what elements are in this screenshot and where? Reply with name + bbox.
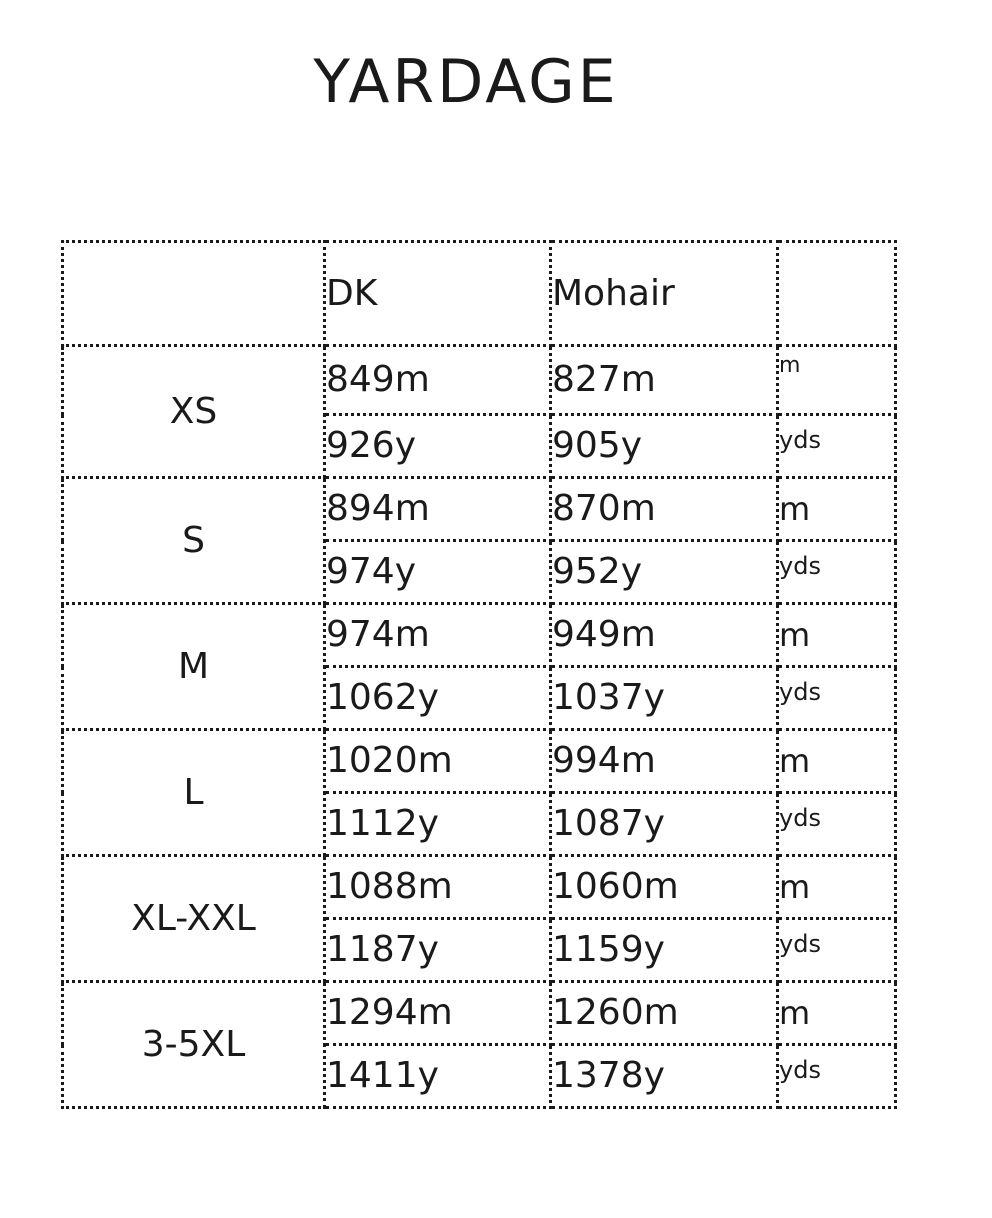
unit-meters: m xyxy=(778,346,896,415)
mohair-meters: 994m xyxy=(551,730,778,793)
unit-yards xyxy=(778,793,896,856)
unit-meters: m xyxy=(778,604,896,667)
dk-yards: 974y xyxy=(325,541,551,604)
unit-yards-label: yds xyxy=(779,804,821,832)
mohair-yards: 952y xyxy=(551,541,778,604)
unit-yards xyxy=(778,541,896,604)
mohair-meters: 949m xyxy=(551,604,778,667)
unit-yards-label: yds xyxy=(779,678,821,706)
table-row xyxy=(63,856,896,919)
size-label: S xyxy=(63,478,325,604)
header-size xyxy=(63,242,325,346)
dk-meters: 894m xyxy=(325,478,551,541)
mohair-meters: 1260m xyxy=(551,982,778,1045)
unit-yards xyxy=(778,415,896,478)
dk-meters: 974m xyxy=(325,604,551,667)
size-label: M xyxy=(63,604,325,730)
unit-yards-label: yds xyxy=(779,426,821,454)
mohair-meters: 1060m xyxy=(551,856,778,919)
mohair-yards: 1159y xyxy=(551,919,778,982)
dk-meters: 849m xyxy=(325,346,551,415)
mohair-meters: 827m xyxy=(551,346,778,415)
unit-yards xyxy=(778,667,896,730)
dk-yards: 1411y xyxy=(325,1045,551,1108)
mohair-yards: 1378y xyxy=(551,1045,778,1108)
unit-yards xyxy=(778,919,896,982)
unit-meters: m xyxy=(778,856,896,919)
table-row xyxy=(63,730,896,793)
yardage-table xyxy=(61,240,897,1109)
unit-meters: m xyxy=(778,730,896,793)
mohair-meters: 870m xyxy=(551,478,778,541)
header-mohair: Mohair xyxy=(551,242,778,346)
dk-yards: 1112y xyxy=(325,793,551,856)
mohair-yards: 1087y xyxy=(551,793,778,856)
mohair-yards: 1037y xyxy=(551,667,778,730)
header-row xyxy=(63,242,896,346)
unit-yards-label: yds xyxy=(779,1056,821,1084)
dk-meters: 1020m xyxy=(325,730,551,793)
unit-yards-label: yds xyxy=(779,930,821,958)
table-row xyxy=(63,478,896,541)
dk-yards: 1062y xyxy=(325,667,551,730)
dk-meters: 1294m xyxy=(325,982,551,1045)
header-unit xyxy=(778,242,896,346)
unit-yards xyxy=(778,1045,896,1108)
dk-yards: 1187y xyxy=(325,919,551,982)
table-row xyxy=(63,604,896,667)
size-label: L xyxy=(63,730,325,856)
dk-yards: 926y xyxy=(325,415,551,478)
size-label: 3-5XL xyxy=(63,982,325,1108)
unit-meters: m xyxy=(778,478,896,541)
size-label: XS xyxy=(63,346,325,478)
unit-meters: m xyxy=(778,982,896,1045)
unit-yards-label: yds xyxy=(779,552,821,580)
mohair-yards: 905y xyxy=(551,415,778,478)
header-dk: DK xyxy=(325,242,551,346)
page-title: YARDAGE xyxy=(313,47,619,117)
table-row xyxy=(63,982,896,1045)
table-row xyxy=(63,346,896,415)
dk-meters: 1088m xyxy=(325,856,551,919)
size-label: XL-XXL xyxy=(63,856,325,982)
